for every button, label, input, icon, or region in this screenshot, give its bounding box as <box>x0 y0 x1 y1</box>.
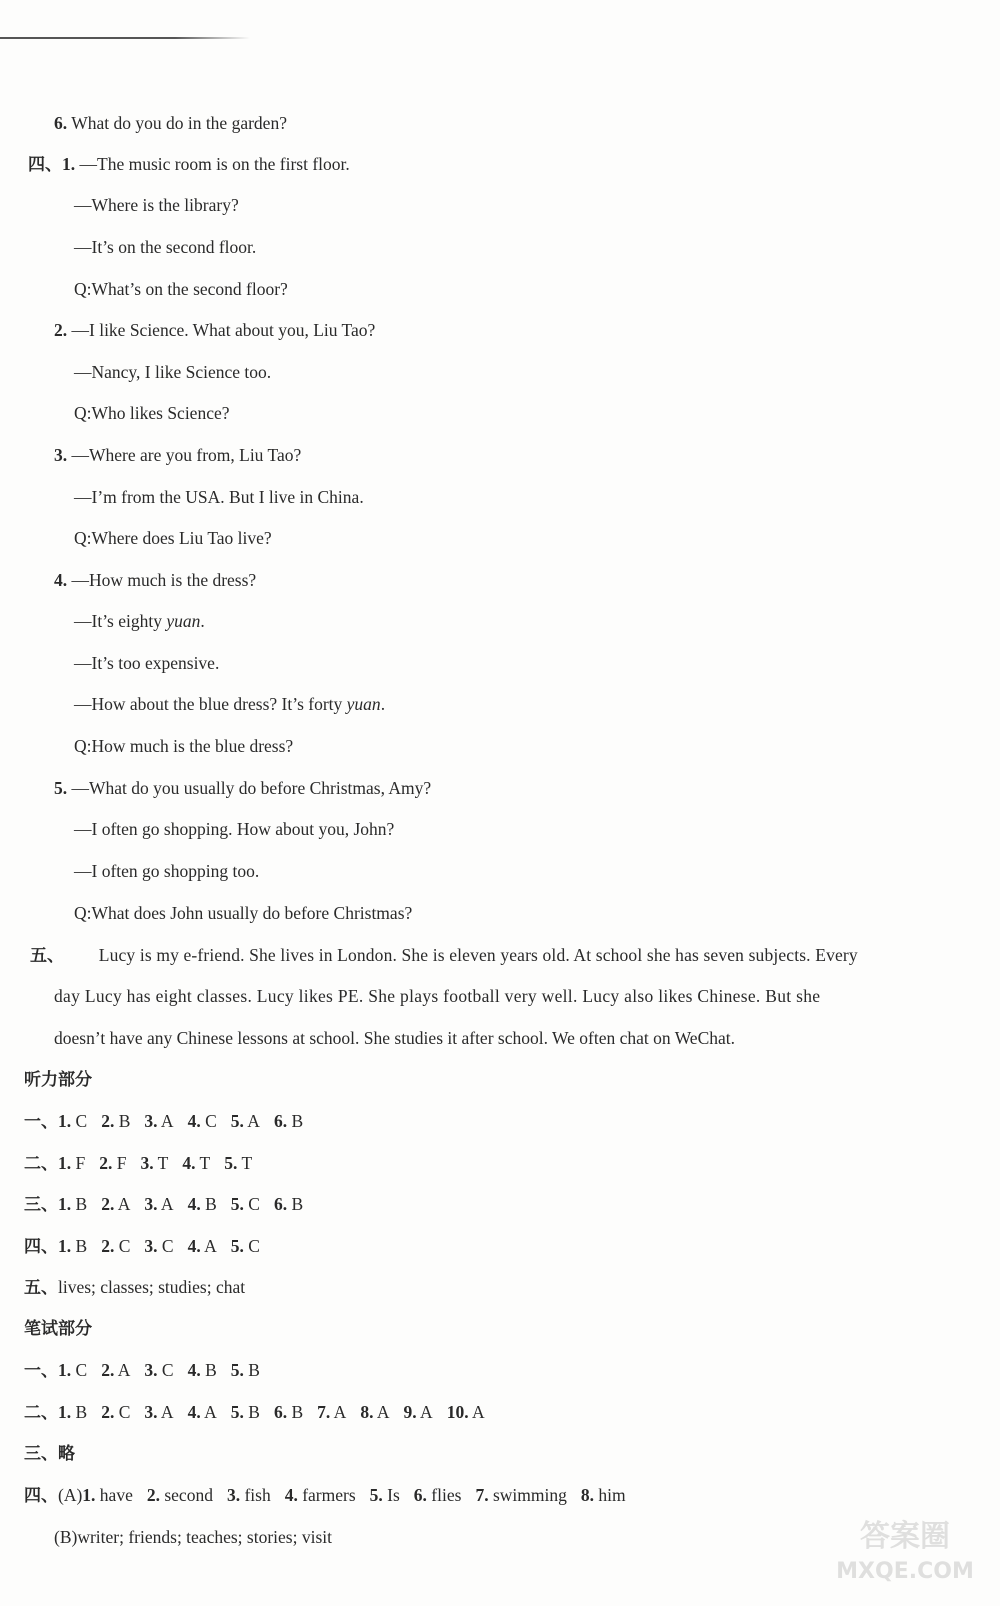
watermark-line-1: 答案圈 <box>860 1519 950 1554</box>
answer-num: 4. <box>187 1194 201 1214</box>
dialogue-2-question: Q:Who likes Science? <box>74 403 230 423</box>
answer-num: 2. <box>99 1153 113 1173</box>
listening-row-5-label: 五、 <box>24 1278 58 1298</box>
answer: have <box>99 1485 133 1505</box>
answer-num: 3. <box>144 1194 158 1214</box>
dialogue-1-text-1: —The music room is on the first floor. <box>79 154 350 174</box>
answer: C <box>248 1236 260 1256</box>
q6-line <box>54 112 287 134</box>
dialogue-5-line-3: —I often go shopping too. <box>74 861 260 881</box>
answer: second <box>164 1485 213 1505</box>
listening-row-1-label: 一、 <box>24 1112 58 1132</box>
answer: B <box>118 1111 131 1131</box>
dialogue-1-line-2: —Where is the library? <box>74 195 239 215</box>
listening-row-2-label: 二、 <box>24 1154 58 1174</box>
period: . <box>380 694 386 714</box>
answer: A <box>117 1194 131 1214</box>
dialogue-3-question: Q:Where does Liu Tao live? <box>74 528 272 548</box>
answer-num: 3. <box>226 1485 241 1505</box>
dialogue-2-line-1 <box>54 319 375 341</box>
answer: B <box>291 1194 304 1214</box>
dialogue-5-line-2: —I often go shopping. How about you, John? <box>74 819 395 839</box>
answer: A <box>160 1402 174 1422</box>
section-4-label: 四、 <box>28 155 62 175</box>
answer: Is <box>387 1485 400 1505</box>
listening-row-1 <box>24 1110 303 1133</box>
answer-num: 4. <box>187 1360 201 1380</box>
answer-num: 6. <box>413 1485 427 1505</box>
dialogue-5-num: 5. <box>54 778 68 798</box>
dialogue-1-num: 1. <box>62 154 76 174</box>
written-row-3-text: 略 <box>58 1444 75 1464</box>
section-5-text-1: Lucy is my e-friend. She lives in London. She is eleven years old. At school she has seven subjects. Every <box>98 945 858 965</box>
answer: A <box>117 1360 131 1380</box>
answer-num: 8. <box>360 1402 374 1422</box>
answer-num: 2. <box>101 1402 115 1422</box>
answer: B <box>248 1402 260 1422</box>
dialogue-3-line-2: —I’m from the USA. But I live in China. <box>74 487 364 507</box>
answer-num: 2. <box>146 1485 160 1505</box>
written-row-4b <box>54 1526 332 1548</box>
answer-num: 5. <box>230 1111 244 1131</box>
answer: C <box>75 1111 88 1131</box>
answer-num: 9. <box>403 1402 417 1422</box>
answer-num: 1. <box>58 1236 72 1256</box>
answer: C <box>118 1402 131 1422</box>
answer: C <box>161 1236 174 1256</box>
answer: B <box>75 1236 88 1256</box>
answer-num: 7. <box>475 1485 489 1505</box>
answer-num: 3. <box>144 1236 158 1256</box>
listening-row-5 <box>24 1276 245 1299</box>
written-row-2 <box>24 1401 485 1424</box>
answer-num: 5. <box>230 1360 244 1380</box>
dialogue-2-line-2: —Nancy, I like Science too. <box>74 362 272 382</box>
answer: swimming <box>492 1485 567 1505</box>
watermark-logo <box>830 1508 980 1588</box>
answer: A <box>160 1194 174 1214</box>
listening-heading: 听力部分 <box>24 1070 92 1090</box>
answer-num: 5. <box>230 1236 244 1256</box>
answer: B <box>291 1111 304 1131</box>
answer: T <box>241 1153 253 1173</box>
watermark-line-2: MXQE.COM <box>836 1559 974 1584</box>
dialogue-3-text-1: —Where are you from, Liu Tao? <box>71 445 302 465</box>
answer-num: 2. <box>101 1360 115 1380</box>
currency-word: yuan <box>166 611 201 631</box>
dialogue-4-num: 4. <box>54 570 68 590</box>
answer-num: 3. <box>144 1111 158 1131</box>
answer: A <box>204 1402 217 1422</box>
answer-num: 6. <box>273 1111 288 1131</box>
dialogue-4-line-3: —It’s too expensive. <box>74 653 220 673</box>
dialogue-1-question: Q:What’s on the second floor? <box>74 279 288 299</box>
listening-row-5-text: lives; classes; studies; chat <box>58 1277 246 1297</box>
answer-num: 3. <box>140 1153 154 1173</box>
section-5-line-3: doesn’t have any Chinese lessons at school. She studies it after school. We often chat on WeChat. <box>54 1028 736 1048</box>
written-heading: 笔试部分 <box>24 1319 92 1339</box>
answer: B <box>248 1360 260 1380</box>
dialogue-5-question: Q:What does John usually do before Christmas? <box>74 903 413 923</box>
answer-num: 1. <box>58 1194 72 1214</box>
dialogue-1-line-3: —It’s on the second floor. <box>74 237 257 257</box>
answer-num: 3. <box>144 1402 158 1422</box>
answer: B <box>205 1194 217 1214</box>
listening-row-4 <box>24 1235 260 1258</box>
answer: A <box>376 1402 390 1422</box>
answer-num: 5. <box>369 1485 383 1505</box>
answer: F <box>116 1153 127 1173</box>
answer-num: 1. <box>82 1485 96 1505</box>
answer: T <box>199 1153 211 1173</box>
written-row-3 <box>24 1442 75 1465</box>
answer-num: 3. <box>144 1360 158 1380</box>
answer: C <box>248 1194 260 1214</box>
written-row-2-label: 二、 <box>24 1403 58 1423</box>
currency-word: yuan <box>346 694 381 714</box>
dialogue-1-line-1 <box>28 153 350 176</box>
listening-row-3-label: 三、 <box>24 1195 58 1215</box>
dialogue-4-text-2: —It’s eighty <box>74 611 167 631</box>
answer-num: 6. <box>273 1194 288 1214</box>
written-row-4a-sub: (A) <box>58 1485 83 1505</box>
section-5-line-1 <box>30 944 858 967</box>
answer: C <box>118 1236 131 1256</box>
answer: B <box>291 1402 304 1422</box>
answer-num: 2. <box>101 1194 115 1214</box>
q6-num: 6. <box>54 113 68 133</box>
answer: A <box>160 1111 174 1131</box>
answer-num: 7. <box>317 1402 331 1422</box>
answer: A <box>247 1111 260 1131</box>
answer-num: 1. <box>58 1402 72 1422</box>
written-row-1 <box>24 1359 260 1382</box>
answer: T <box>157 1153 169 1173</box>
answer: him <box>598 1485 626 1505</box>
dialogue-2-text-1: —I like Science. What about you, Liu Tao? <box>71 320 376 340</box>
answer: A <box>420 1402 433 1422</box>
dialogue-5-text-1: —What do you usually do before Christmas, Amy? <box>71 778 432 798</box>
answer-num: 5. <box>230 1194 244 1214</box>
answer-num: 6. <box>273 1402 288 1422</box>
answer-num: 2. <box>101 1111 115 1131</box>
listening-row-2 <box>24 1152 252 1175</box>
answer-num: 8. <box>580 1485 594 1505</box>
answer-num: 5. <box>224 1153 238 1173</box>
answer-num: 4. <box>187 1402 201 1422</box>
written-row-1-label: 一、 <box>24 1361 58 1381</box>
dialogue-5-line-1 <box>54 777 431 799</box>
answer: flies <box>431 1485 462 1505</box>
answer: farmers <box>302 1485 356 1505</box>
dialogue-4-line-4 <box>74 693 385 715</box>
answer: B <box>75 1402 88 1422</box>
answer-num: 1. <box>58 1360 72 1380</box>
top-rule <box>0 37 250 39</box>
answer-num: 1. <box>58 1111 72 1131</box>
answer: B <box>75 1194 88 1214</box>
dialogue-4-line-1 <box>54 569 256 591</box>
answer: C <box>75 1360 88 1380</box>
answer-num: 2. <box>101 1236 115 1256</box>
answer-num: 10. <box>446 1402 469 1422</box>
answer: fish <box>244 1485 271 1505</box>
answer-num: 5. <box>230 1402 244 1422</box>
answer: A <box>471 1402 485 1422</box>
dialogue-3-line-1 <box>54 444 301 466</box>
answer: B <box>205 1360 217 1380</box>
dialogue-4-question: Q:How much is the blue dress? <box>74 736 294 756</box>
q6-text: What do you do in the garden? <box>71 113 287 133</box>
dialogue-3-num: 3. <box>54 445 68 465</box>
period: . <box>200 611 205 631</box>
written-row-4b-text: writer; friends; teaches; stories; visit <box>77 1527 332 1547</box>
section-5-line-2: day Lucy has eight classes. Lucy likes PE. She plays football very well. Lucy also likes Chinese. But she <box>54 986 821 1006</box>
answer-num: 1. <box>58 1153 72 1173</box>
answer: C <box>161 1360 174 1380</box>
answer-num: 4. <box>284 1485 298 1505</box>
answer-num: 4. <box>187 1236 201 1256</box>
section-5-label: 五、 <box>30 946 64 966</box>
answer-num: 4. <box>182 1153 196 1173</box>
dialogue-2-num: 2. <box>54 320 68 340</box>
written-row-4b-sub: (B) <box>54 1527 78 1547</box>
written-row-4a <box>24 1484 626 1507</box>
listening-row-3 <box>24 1193 303 1216</box>
listening-row-4-label: 四、 <box>24 1237 58 1257</box>
answer: A <box>333 1402 347 1422</box>
dialogue-4-line-2 <box>74 610 205 632</box>
answer: F <box>75 1153 86 1173</box>
answer-num: 4. <box>187 1111 201 1131</box>
written-row-4-label: 四、 <box>24 1486 58 1506</box>
answer: A <box>204 1236 217 1256</box>
answer: C <box>205 1111 217 1131</box>
dialogue-4-text-1: —How much is the dress? <box>71 570 257 590</box>
dialogue-4-text-4: —How about the blue dress? It’s forty <box>74 694 347 714</box>
written-row-3-label: 三、 <box>24 1444 58 1464</box>
